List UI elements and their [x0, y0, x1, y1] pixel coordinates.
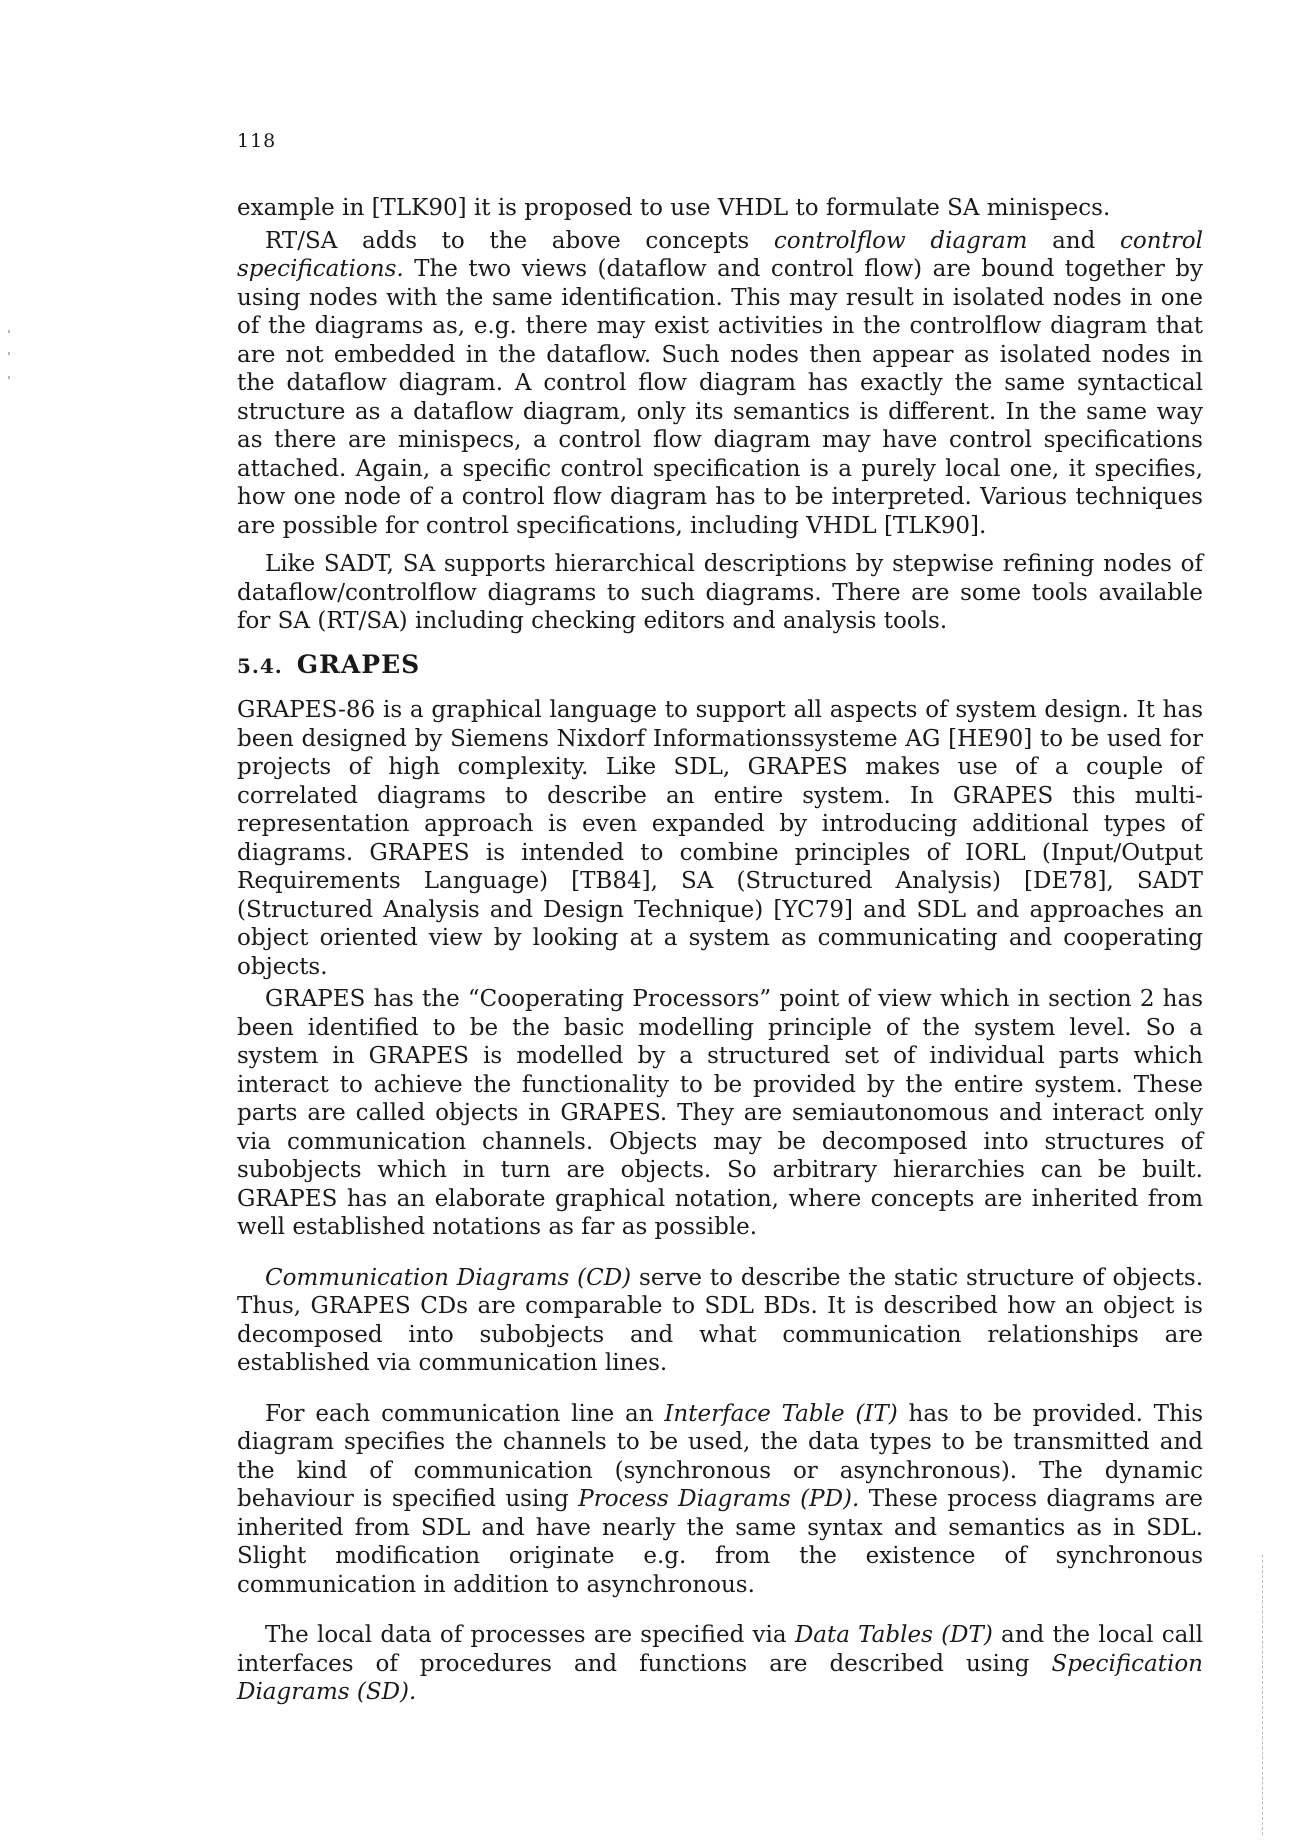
- scan-speck: [8, 376, 10, 379]
- term-process-diagrams: Process Diagrams (PD).: [578, 1486, 860, 1512]
- paragraph-text: RT/SA adds to the above concepts: [265, 227, 774, 254]
- paragraph-grapes86: [237, 696, 1203, 981]
- term-communication-diagrams: Communication Diagrams (CD): [265, 1264, 632, 1291]
- paragraph-text: and: [1027, 227, 1121, 254]
- paragraph-text: [350, 1679, 357, 1705]
- paragraph-data-tables: [237, 1621, 1203, 1707]
- paragraph-sadt: [237, 550, 1203, 636]
- text-block-top: [237, 194, 1203, 636]
- paragraph-text: serve to describe the static structure of objects. Thus, GRAPES CDs are comparable to SDL BDs. It is described how an object is decomposed into subobjects and what communication relationships are established via communication lines.: [237, 1264, 1204, 1376]
- paragraph-text: GRAPES has the “Cooperating Processors” point of view which in section 2 has been identified to be the basic modelling principle of the system level. So a system in GRAPES is modelled by a structured set of individual parts which interact to achieve the functionality to be provided by the entire system. These parts are called objects in GRAPES. They are semiautonomous and interact only via communication channels. Objects may be decomposed into structures of subobjects which in turn are objects. So arbitrary hierarchies can be built. GRAPES has an elaborate graphical notation, where concepts are inherited from well established notations as far as possible.: [237, 986, 1203, 1240]
- paragraph-text: These process diagrams are inherited from SDL and have nearly the same syntax and semantics as in SDL. Slight modification originate e.g. from the existence of synchronous communication in addition to asynchronous.: [237, 1486, 1204, 1598]
- paragraph-cooperating-processors: [237, 985, 1203, 1242]
- paragraph-text: The two views (dataflow and control flow) are bound together by using nodes with the same identification. This may result in isolated nodes in one of the diagrams as, e.g. there may exist activities in the controlflow diagram that are not embedded in the dataflow. Such nodes then appear as isolated nodes in the dataflow diagram. A control flow diagram has exactly the same syntactical structure as a dataflow diagram, only its semantics is different. In the same way as there are minispecs, a control flow diagram may have control specifications attached. Again, a specific control specification is a purely local one, it specifies, how one node of a control flow diagram has to be interpreted. Various techniques are possible for control specifications, including VHDL [TLK90].: [237, 256, 1203, 539]
- scan-speck: [8, 352, 10, 355]
- section-title: GRAPES: [296, 650, 421, 679]
- page-number: 118: [237, 130, 277, 152]
- paragraph-intro: [237, 194, 1203, 223]
- term-sd: (SD).: [356, 1679, 417, 1705]
- paragraph-text: The local data of processes are specified via: [265, 1622, 795, 1648]
- term-control-specifications: control specifications.: [237, 227, 1204, 282]
- paragraph-text: Like SADT, SA supports hierarchical descriptions by stepwise refining nodes of dataflow/controlflow diagrams to such diagrams. There are some tools available for SA (RT/SA) including checking editors and analysis tools.: [237, 551, 1203, 634]
- term-interface-table: Interface Table (IT): [664, 1400, 898, 1427]
- paragraph-text: example in [TLK90] it is proposed to use VHDL to formulate SA minispecs.: [237, 195, 1111, 221]
- paragraph-text: and the local call interfaces of procedures and functions are described using: [237, 1622, 1204, 1677]
- section-heading: [237, 650, 420, 679]
- paragraph-interface-table: [237, 1400, 1203, 1600]
- text-block-grapes: [237, 696, 1203, 1707]
- paragraph-text: GRAPES-86 is a graphical language to support all aspects of system design. It has been designed by Siemens Nixdorf Informationssysteme AG [HE90] to be used for projects of high complexity. Like SDL, GRAPES makes use of a couple of correlated diagrams to describe an entire system. In GRAPES this multi-representation approach is even expanded by introducing additional types of diagrams. GRAPES is intended to combine principles of IORL (Input/Output Requirements Language) [TB84], SA (Structured Analysis) [DE78], SADT (Structured Analysis and Design Technique) [YC79] and SDL and approaches an object oriented view by looking at a system as communicating and cooperating objects.: [237, 697, 1203, 980]
- section-number: 5.4.: [237, 654, 283, 678]
- scan-speck: [8, 330, 10, 333]
- term-controlflow-diagram: controlflow diagram: [773, 227, 1028, 254]
- scan-edge-mark: [1262, 1555, 1264, 1835]
- paragraph-rtsa: [237, 227, 1203, 541]
- paragraph-communication-diagrams: [237, 1264, 1203, 1378]
- term-specification-diagrams: Specification Diagrams: [237, 1650, 1203, 1705]
- paragraph-text: For each communication line an: [265, 1400, 665, 1427]
- paragraph-text: has to be provided. This diagram specifies the channels to be used, the data types to be transmitted and the kind of communication (synchronous or asynchronous). The dynamic behaviour is specified using: [237, 1400, 1203, 1512]
- term-data-tables: Data Tables (DT): [794, 1622, 993, 1648]
